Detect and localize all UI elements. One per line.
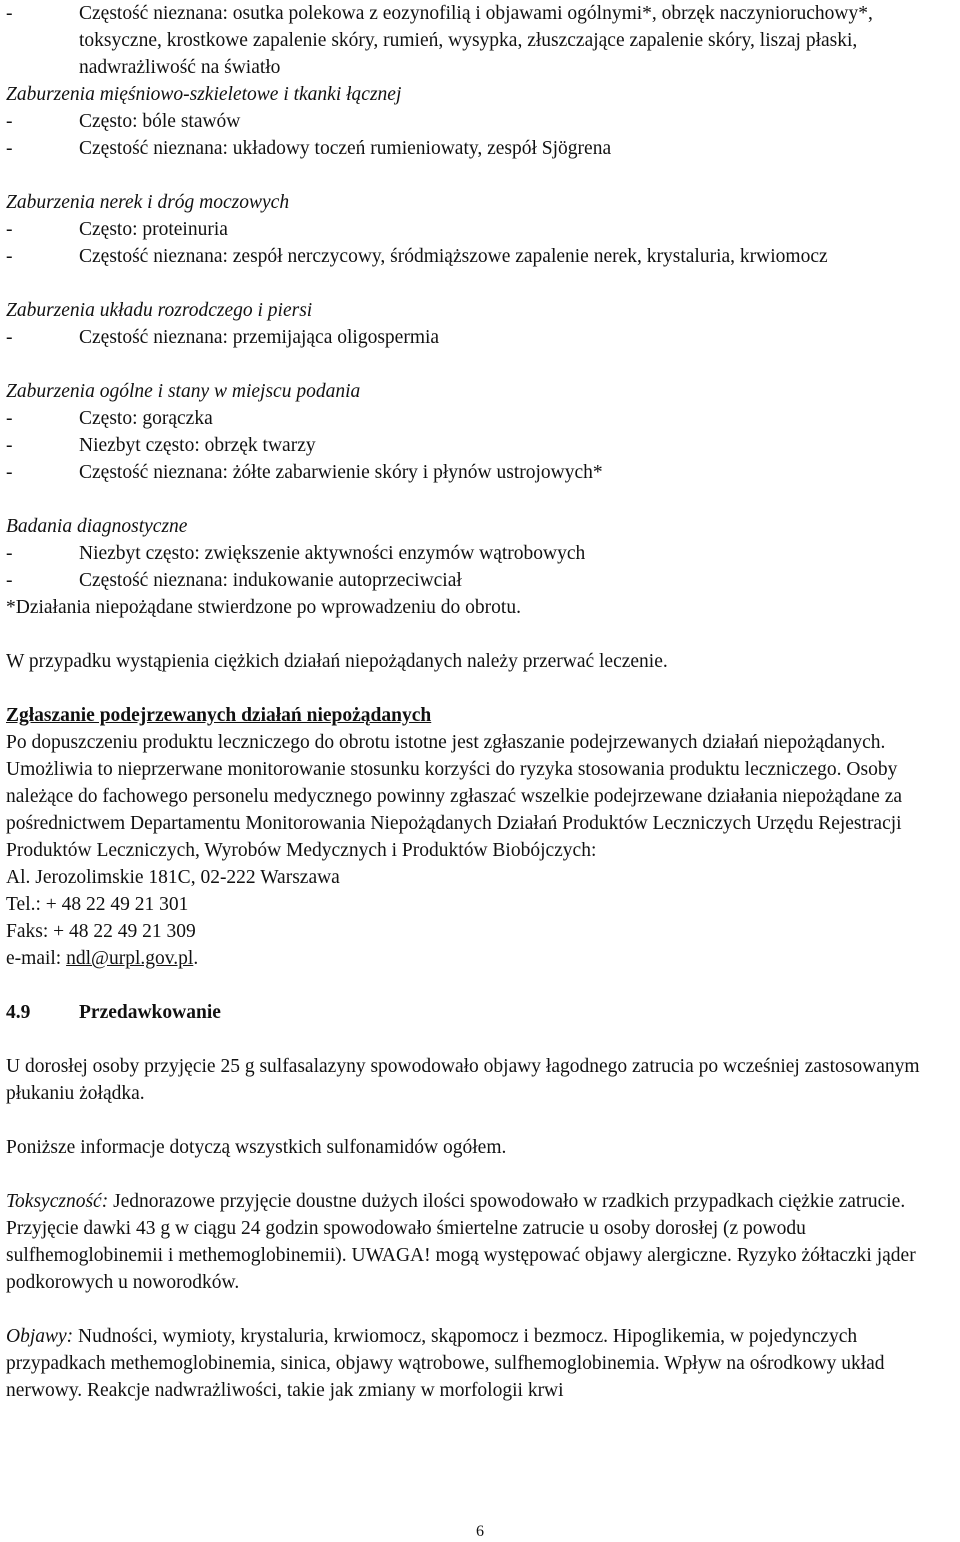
list-item xyxy=(6,459,956,486)
list-dash: - xyxy=(6,3,13,24)
list-item xyxy=(6,135,956,162)
page-number: 6 xyxy=(476,1523,484,1540)
section-title: Przedawkowanie xyxy=(79,1002,221,1023)
list-item-text: Częstość nieznana: zespół nerczycowy, śródmiąższowe zapalenie nerek, krystaluria, krwiomocz xyxy=(79,246,828,267)
adverse-section xyxy=(6,513,956,594)
toxicity-text: Jednorazowe przyjęcie doustne dużych ilości spowodowało w rzadkich przypadkach ciężkie zatrucie. Przyjęcie dawki 43 g w ciągu 24 godzin spowodowało śmiertelne zatrucie u osoby dorosłej (z powodu sulfhemoglobinemii i methemoglobinemii). UWAGA! mogą występować objawy alergiczne. Ryzyko żółtaczki jąder podkorowych u noworodków. xyxy=(6,1191,916,1293)
stop-treatment-note: W przypadku wystąpienia ciężkich działań niepożądanych należy przerwać leczenie. xyxy=(6,651,668,672)
list-item xyxy=(6,324,956,351)
reporting-heading: Zgłaszanie podejrzewanych działań niepożądanych xyxy=(6,705,432,726)
list-item xyxy=(6,243,956,270)
list-item-text: Często: proteinuria xyxy=(79,219,228,240)
skin-disorders-continued xyxy=(6,0,956,81)
email-label: e-mail: xyxy=(6,948,67,969)
reporting-body: Po dopuszczeniu produktu leczniczego do obrotu istotne jest zgłaszanie podejrzewanych działań niepożądanych. Umożliwia to nieprzerwane monitorowanie stosunku korzyści do ryzyka stosowania produktu leczniczego. Osoby należące do fachowego personelu medycznego powinny zgłaszać wszelkie podejrzewane działania niepożądane za pośrednictwem Departamentu Monitorowania Niepożądanych Działań Produktów Leczniczych Urzędu Rejestracji Produktów Leczniczych, Wyrobów Medycznych i Produktów Biobójczych: xyxy=(6,732,903,861)
list-item-text: Niezbyt często: zwiększenie aktywności enzymów wątrobowych xyxy=(79,543,586,564)
list-item xyxy=(6,108,956,135)
reporting-fax: Faks: + 48 22 49 21 309 xyxy=(6,921,196,942)
list-item-text: Często: gorączka xyxy=(79,408,213,429)
section-number: 4.9 xyxy=(6,1002,31,1023)
section-heading: Zaburzenia mięśniowo-szkieletowe i tkanki łącznej xyxy=(6,84,402,105)
list-item xyxy=(6,540,956,567)
section-heading: Zaburzenia ogólne i stany w miejscu podania xyxy=(6,381,361,402)
symptoms-label: Objawy: xyxy=(6,1326,74,1347)
toxicity-label: Toksyczność: xyxy=(6,1191,109,1212)
list-dash: - xyxy=(6,462,13,483)
adverse-section xyxy=(6,378,956,486)
list-item xyxy=(6,216,956,243)
list-dash: - xyxy=(6,543,13,564)
list-dash: - xyxy=(6,570,13,591)
reporting-email-line xyxy=(6,945,956,972)
list-dash: - xyxy=(6,327,13,348)
section-heading: Zaburzenia układu rozrodczego i piersi xyxy=(6,300,313,321)
adverse-section xyxy=(6,81,956,162)
section-heading: Zaburzenia nerek i dróg moczowych xyxy=(6,192,290,213)
section-4-9-heading xyxy=(6,999,956,1026)
list-dash: - xyxy=(6,246,13,267)
list-dash: - xyxy=(6,435,13,456)
section-heading: Badania diagnostyczne xyxy=(6,516,188,537)
toxicity-paragraph xyxy=(6,1188,956,1296)
list-item-text: Częstość nieznana: układowy toczeń rumieniowaty, zespół Sjögrena xyxy=(79,138,612,159)
list-item-text: Częstość nieznana: żółte zabarwienie skóry i płynów ustrojowych* xyxy=(79,462,603,483)
email-end: . xyxy=(193,948,199,969)
reporting-tel: Tel.: + 48 22 49 21 301 xyxy=(6,894,189,915)
list-item xyxy=(6,405,956,432)
list-item-text: Częstość nieznana: osutka polekowa z eozynofilią i objawami ogólnymi*, obrzęk naczynioruchowy*, toksyczne, krostkowe zapalenie skóry, rumień, wysypka, złuszczające zapalenie skóry, liszaj płaski, nadwrażliwość na światło xyxy=(79,3,873,78)
overdose-paragraph-1: U dorosłej osoby przyjęcie 25 g sulfasalazyny spowodowało objawy łagodnego zatrucia po wcześniej zastosowanym płukaniu żołądka. xyxy=(6,1056,920,1104)
overdose-paragraph-2: Poniższe informacje dotyczą wszystkich sulfonamidów ogółem. xyxy=(6,1137,507,1158)
list-item-text: Częstość nieznana: indukowanie autoprzeciwciał xyxy=(79,570,462,591)
list-dash: - xyxy=(6,111,13,132)
list-item xyxy=(6,0,956,81)
reporting-address: Al. Jerozolimskie 181C, 02-222 Warszawa xyxy=(6,867,340,888)
adverse-section xyxy=(6,189,956,270)
symptoms-paragraph xyxy=(6,1323,956,1404)
symptoms-text: Nudności, wymioty, krystaluria, krwiomocz, skąpomocz i bezmocz. Hipoglikemia, w pojedynczych przypadkach methemoglobinemia, sinica, objawy wątrobowe, sulfhemoglobinemia. Wpływ na ośrodkowy układ nerwowy. Reakcje nadwrażliwości, takie jak zmiany w morfologii krwi xyxy=(6,1326,885,1401)
list-item xyxy=(6,567,956,594)
list-item xyxy=(6,432,956,459)
email-link[interactable]: ndl@urpl.gov.pl xyxy=(66,948,194,969)
list-dash: - xyxy=(6,219,13,240)
list-item-text: Niezbyt często: obrzęk twarzy xyxy=(79,435,316,456)
reporting-section xyxy=(6,702,956,972)
adverse-section xyxy=(6,297,956,351)
list-item-text: Częstość nieznana: przemijająca oligospermia xyxy=(79,327,440,348)
list-item-text: Często: bóle stawów xyxy=(79,111,241,132)
list-dash: - xyxy=(6,408,13,429)
list-dash: - xyxy=(6,138,13,159)
document-page xyxy=(6,0,956,1404)
footnote: *Działania niepożądane stwierdzone po wprowadzeniu do obrotu. xyxy=(6,597,521,618)
